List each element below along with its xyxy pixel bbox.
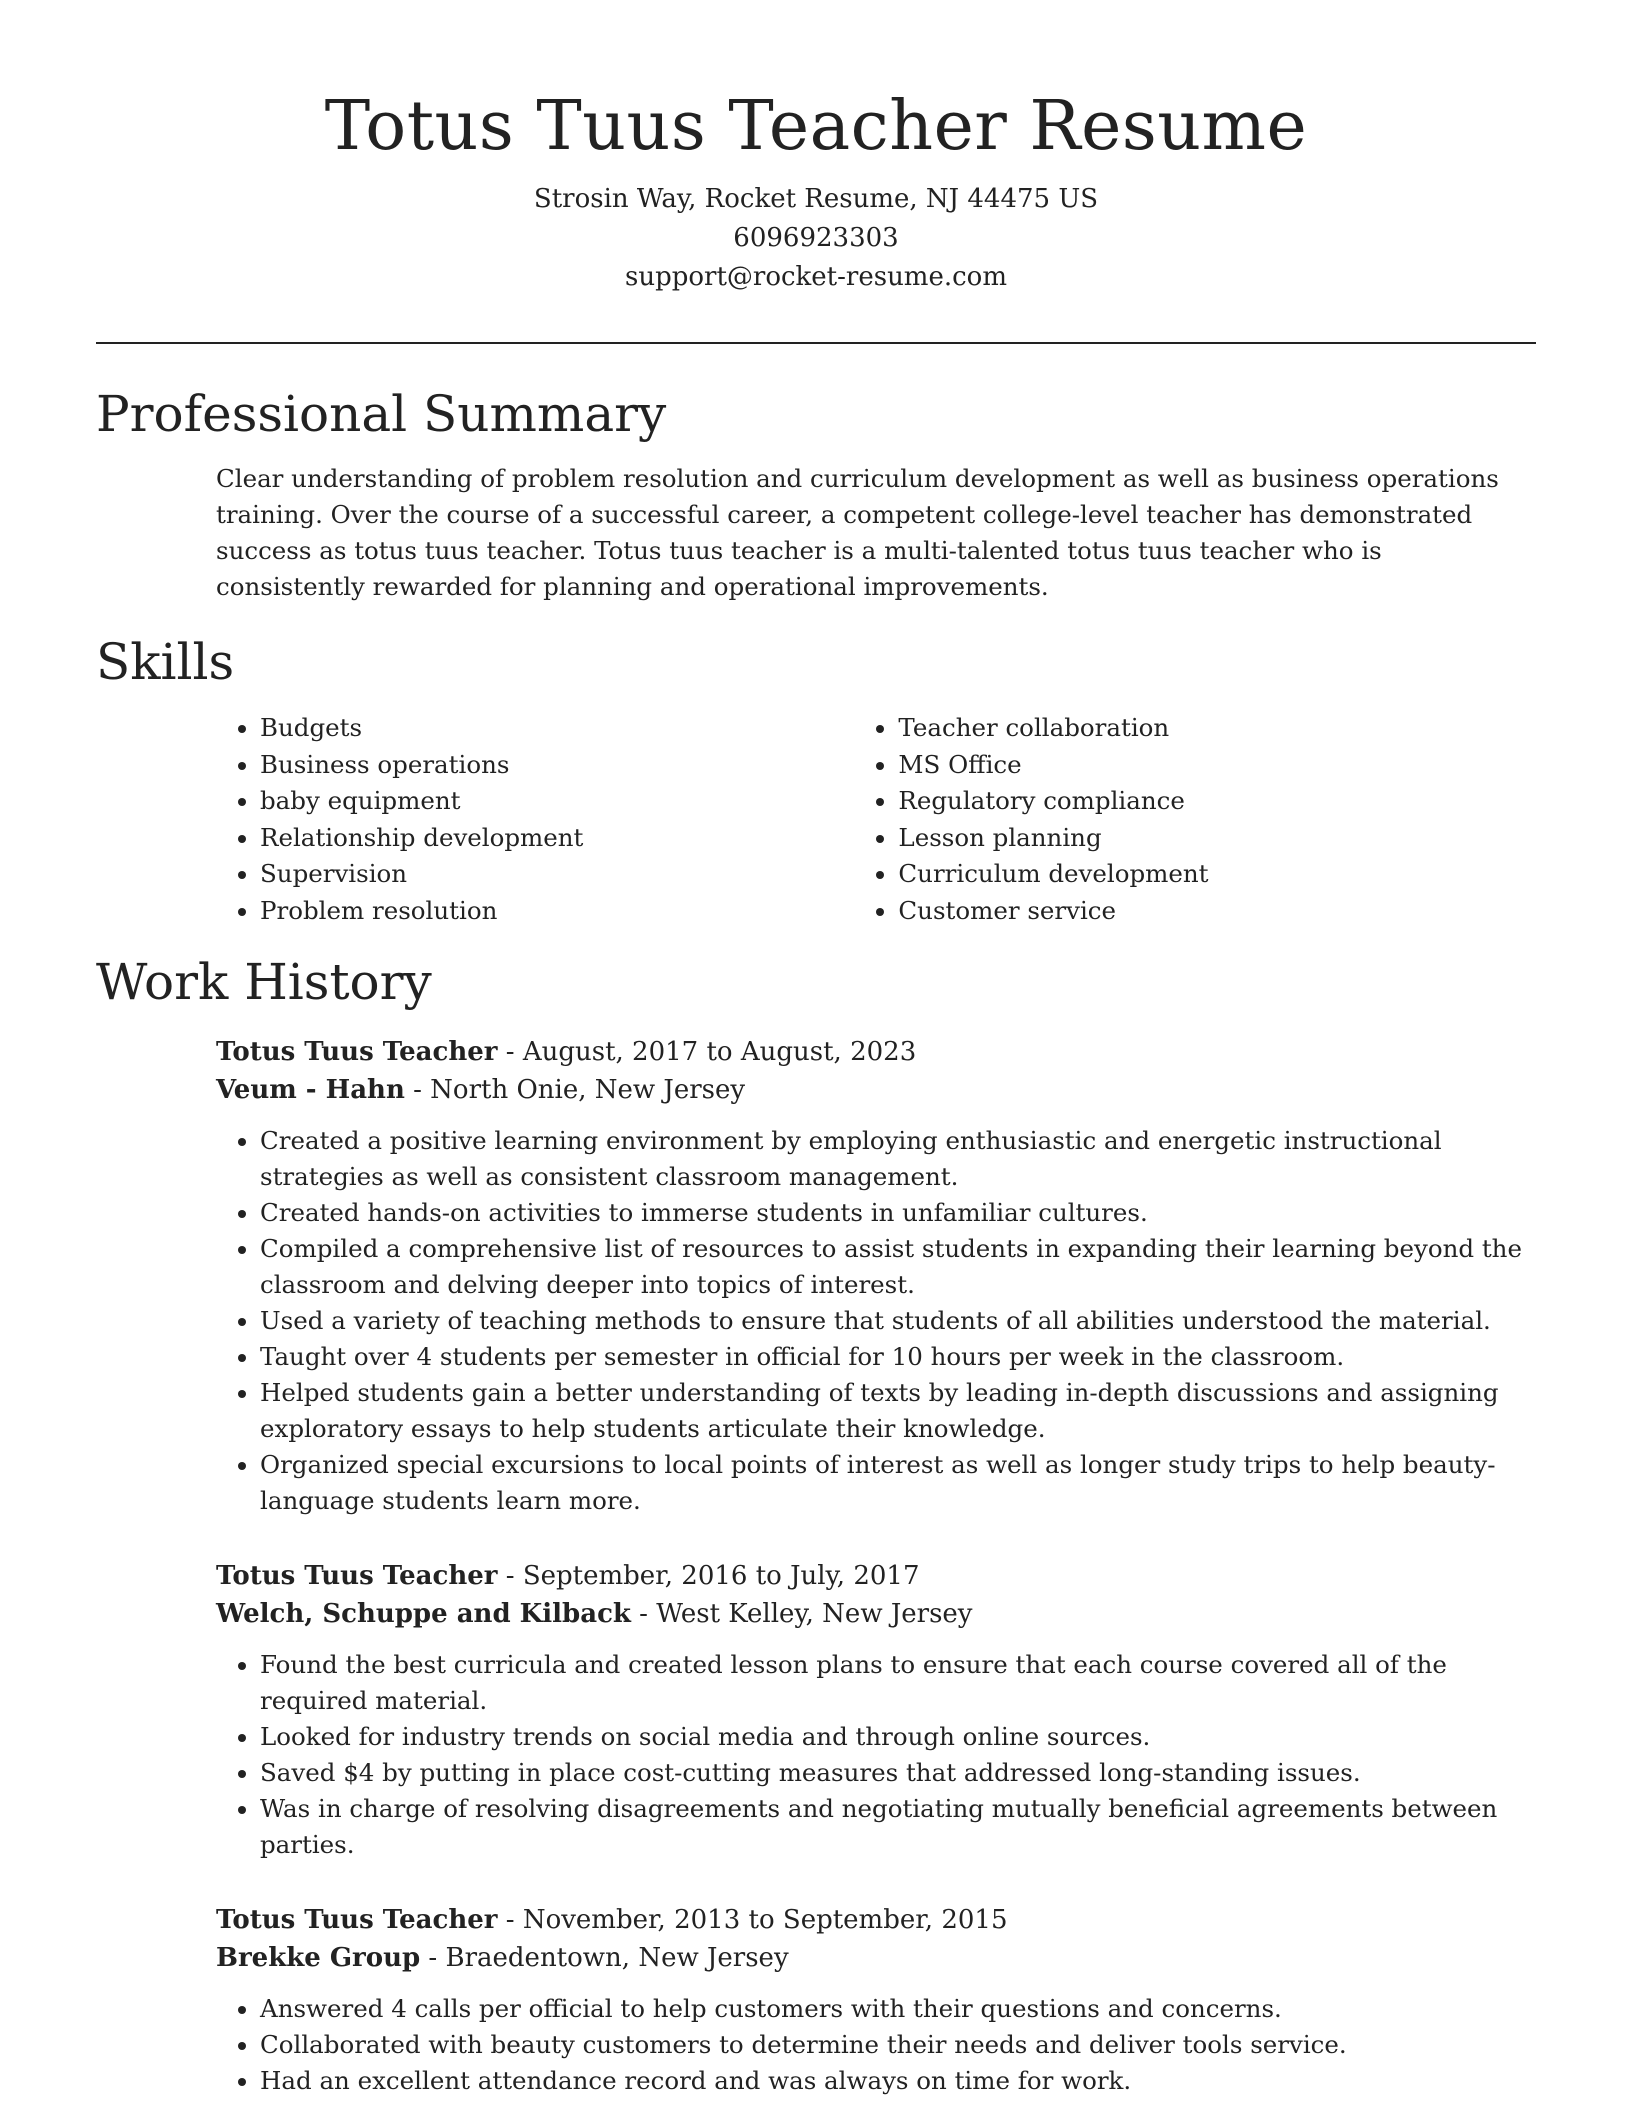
job-bullet: • Taught over 4 students per semester in official for 10 hours per week in the classroom. [260, 1339, 1536, 1375]
job-bullets [216, 1647, 1536, 1863]
skill-item: • Customer service [898, 893, 1536, 930]
job-company: Brekke Group [216, 1943, 421, 1973]
summary-text: Clear understanding of problem resolution and curriculum development as well as business operations training. Over the course of a successful career, a competent college-level teacher has demonstrated success as totus tuus teacher. Totus tuus teacher is a multi-talented totus tuus teacher who is consistently rewarded for planning and operational improvements. [216, 464, 1499, 601]
job-bullet: • Had an excellent attendance record and was always on time for work. [260, 2063, 1536, 2099]
skills-list [216, 710, 1536, 929]
resume-header [0, 0, 1632, 297]
job-bullet: • Compiled a comprehensive list of resources to assist students in expanding their learning beyond the classroom and delving deeper into topics of interest. [260, 1231, 1536, 1303]
job-bullet: • Found the best curricula and created lesson plans to ensure that each course covered all of the required material. [260, 1647, 1536, 1719]
email: support@rocket-resume.com [624, 262, 1007, 292]
job-bullet: • Helped students gain a better understanding of texts by leading in-depth discussions and assigning exploratory essays to help students articulate their knowledge. [260, 1375, 1536, 1447]
job-title-line [216, 1901, 1536, 1939]
work-history-heading: Work History [96, 953, 432, 1011]
job-title-line [216, 1557, 1536, 1595]
job-company-line [216, 1595, 1536, 1633]
job-bullet: • Answered 4 calls per official to help customers with their questions and concerns. [260, 1991, 1536, 2027]
job-bullet: • Collaborated with beauty customers to determine their needs and deliver tools service. [260, 2027, 1536, 2063]
job-bullet: • Saved $4 by putting in place cost-cutting measures that addressed long-standing issues. [260, 1755, 1536, 1791]
job-dates: - November, 2013 to September, 2015 [497, 1905, 1008, 1935]
job-title: Totus Tuus Teacher [216, 1037, 498, 1067]
skill-item: • Problem resolution [260, 893, 854, 930]
job-location: - Braedentown, New Jersey [420, 1943, 789, 1973]
job-bullets [216, 1123, 1536, 1519]
job-bullet: • Was in charge of resolving disagreements and negotiating mutually beneficial agreements between parties. [260, 1791, 1536, 1863]
skill-item: • baby equipment [260, 783, 854, 820]
job-entry [216, 1901, 1536, 2099]
skills-column-left [216, 710, 854, 929]
job-location: - North Onie, New Jersey [404, 1075, 746, 1105]
skill-item: • Regulatory compliance [898, 783, 1536, 820]
contact-info [0, 180, 1632, 297]
phone: 6096923303 [733, 223, 899, 253]
job-company-line [216, 1071, 1536, 1109]
skill-item: • Budgets [260, 710, 854, 747]
skill-item: • Business operations [260, 747, 854, 784]
job-bullet: • Created hands-on activities to immerse students in unfamiliar cultures. [260, 1195, 1536, 1231]
job-company: Welch, Schuppe and Kilback [216, 1599, 631, 1629]
skill-item: • Teacher collaboration [898, 710, 1536, 747]
job-bullet: • Used a variety of teaching methods to ensure that students of all abilities understood the material. [260, 1303, 1536, 1339]
job-entry [216, 1557, 1536, 1863]
job-company-line [216, 1939, 1536, 1977]
job-bullets [216, 1991, 1536, 2099]
job-dates: - August, 2017 to August, 2023 [497, 1037, 917, 1067]
job-title-line [216, 1033, 1536, 1071]
job-bullet: • Organized special excursions to local points of interest as well as longer study trips to help beauty-language students learn more. [260, 1447, 1536, 1519]
job-location: - West Kelley, New Jersey [630, 1599, 973, 1629]
job-company: Veum - Hahn [216, 1075, 405, 1105]
skill-item: • MS Office [898, 747, 1536, 784]
job-entry [216, 1033, 1536, 1519]
job-title: Totus Tuus Teacher [216, 1905, 498, 1935]
skill-item: • Lesson planning [898, 820, 1536, 857]
skills-column-right [854, 710, 1536, 929]
skill-item: • Relationship development [260, 820, 854, 857]
resume-title: Totus Tuus Teacher Resume [324, 87, 1308, 166]
skill-item: • Curriculum development [898, 856, 1536, 893]
job-title: Totus Tuus Teacher [216, 1561, 498, 1591]
skills-heading: Skills [96, 633, 235, 691]
summary-heading: Professional Summary [96, 385, 667, 443]
job-bullet: • Created a positive learning environment by employing enthusiastic and energetic instructional strategies as well as consistent classroom management. [260, 1123, 1536, 1195]
job-dates: - September, 2016 to July, 2017 [497, 1561, 920, 1591]
address: Strosin Way, Rocket Resume, NJ 44475 US [533, 184, 1099, 214]
header-divider [96, 342, 1536, 344]
job-bullet: • Looked for industry trends on social media and through online sources. [260, 1719, 1536, 1755]
skill-item: • Supervision [260, 856, 854, 893]
